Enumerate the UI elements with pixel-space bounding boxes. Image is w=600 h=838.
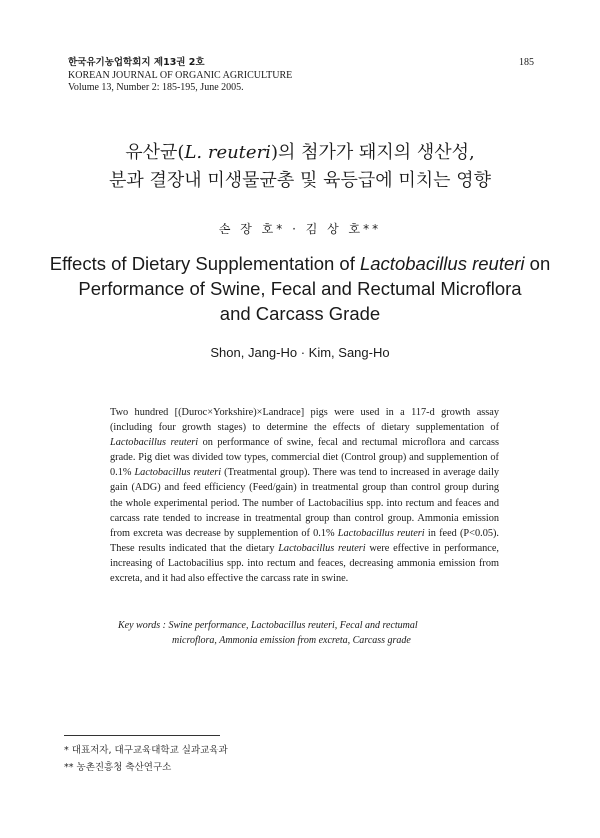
abstract-text: Two hundred [(Duroc×Yorkshire)×Landrace] pigs were used in a 117-d growth assay (including four growth stages) to determine the effects of dietary supplementation of (110, 407, 499, 434)
title-english-line2: Performance of Swine, Fecal and Rectumal Microflora (78, 278, 522, 299)
abstract-species: Lactobacillus reuteri (110, 437, 199, 449)
footnote-corresponding-author: * 대표저자, 대구교육대학교 실과교육과 (64, 745, 228, 756)
abstract (110, 405, 499, 586)
journal-volume: Volume 13, Number 2: 185-195, June 2005. (68, 82, 244, 93)
authors-english: Shon, Jang-Ho · Kim, Sang-Ho (210, 345, 390, 360)
footnote-divider (64, 735, 220, 736)
page-number: 185 (519, 57, 534, 68)
footnote-coauthor: ** 농촌진흥청 축산연구소 (64, 762, 172, 773)
abstract-species: Lactobacillus reuteri (134, 467, 222, 479)
title-english-text: on (524, 253, 551, 274)
keywords-label: Key words : (118, 620, 169, 631)
keywords (118, 618, 498, 648)
title-english-species: Lactobacillus reuteri (359, 253, 525, 274)
title-english-line1 (0, 251, 600, 276)
title-korean-text: 유산균( (125, 142, 185, 163)
journal-title-korean: 한국유기농업학회지 제13권 2호 (68, 57, 205, 68)
keywords-line1: Swine performance, Lactobacillus reuteri, Fecal and rectumal (168, 620, 418, 631)
abstract-text: (Treatmental group). There was tend to increased in average daily gain (ADG) and feed efficiency (Feed/gain) in treatmental group than control group during the whole experimental period. The number of Lactobacilius spp. into rectum and feaces and carcass rate tended to increase in treatmental group than control group. Ammonia emission from excreta was decrease by supplemention of 0.1% (110, 467, 499, 539)
footnotes (64, 742, 228, 776)
abstract-text: were effective in performance, increasing of Lactobacilius spp. into rectum and feaces, decreasing ammonia emission from excreta, and it had also effective the carcass rate in swine. (110, 542, 499, 585)
journal-header (68, 57, 292, 95)
title-korean-line2: 분과 결장내 미생물균총 및 육등급에 미치는 영향 (108, 170, 492, 191)
title-korean-line1 (0, 139, 600, 167)
title-korean-species: L. reuteri (184, 142, 271, 163)
abstract-species: Lactobacillus reuteri (278, 542, 366, 554)
abstract-text: in feed (P<0.05). These results indicated that the dietary (110, 527, 499, 554)
abstract-text: on performance of swine, fecal and rectumal microflora and carcass grade. Pig diet was divided tow types, commercial diet (Control group) and supplemention of 0.1% (110, 437, 500, 479)
keywords-line2: microflora, Ammonia emission from excreta, Carcass grade (172, 635, 411, 646)
authors-korean: 손 장 호* · 김 상 호** (218, 222, 382, 236)
title-english-line3: and Carcass Grade (219, 303, 381, 324)
title-english (0, 251, 600, 326)
title-korean-text: )의 첨가가 돼지의 생산성, (270, 142, 475, 163)
journal-title-english: KOREAN JOURNAL OF ORGANIC AGRICULTURE (68, 69, 293, 81)
title-english-text: Effects of Dietary Supplementation of (49, 253, 360, 274)
abstract-species: Lactobacillus reuteri (337, 527, 425, 539)
